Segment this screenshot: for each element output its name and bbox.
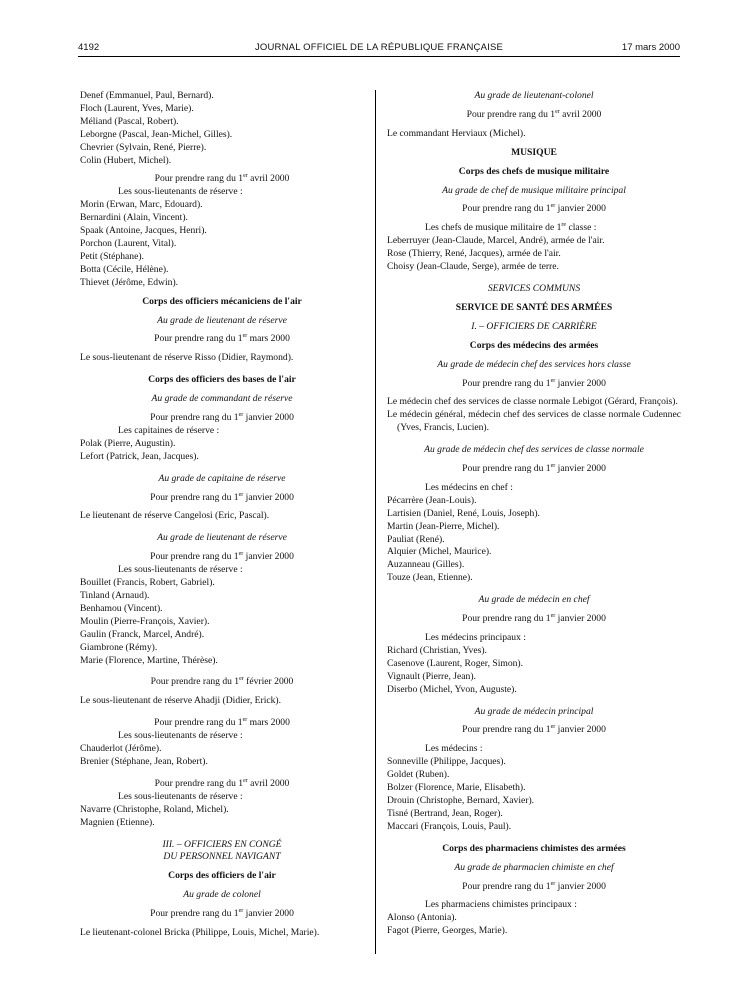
list-item: Leberruyer (Jean-Claude, Marcel, André), armée de l'air. [387,235,605,247]
list-intro: Les sous-lieutenants de réserve : [118,564,243,576]
corps-heading: Corps des officiers des bases de l'air [148,374,296,386]
list-item: Casenove (Laurent, Roger, Simon). [387,657,524,669]
list-intro: Les sous-lieutenants de réserve : [118,790,243,802]
grade-heading: Au grade de commandant de réserve [151,393,293,405]
page-header [78,42,680,56]
list-item: Morin (Erwan, Marc, Edouard). [80,199,203,211]
list-item: Thievet (Jérôme, Edwin). [80,276,179,288]
service-heading: SERVICES COMMUNS [487,282,581,294]
name-list [80,743,364,769]
corps-heading: Corps des officiers mécaniciens de l'air [142,295,302,307]
name-list [387,756,681,833]
rank-date: Pour prendre rang du 1er janvier 2000 [462,880,606,892]
rank-date: Pour prendre rang du 1er février 2000 [150,676,294,688]
list-item: Lefort (Patrick, Jean, Jacques). [80,450,199,462]
list-intro: Les sous-lieutenants de réserve : [118,730,243,742]
list-item: Auzanneau (Gilles). [387,559,465,571]
list-item: Gaulin (Franck, Marcel, André). [80,628,205,640]
issue-date: 17 mars 2000 [621,42,680,53]
list-item: Brenier (Stéphane, Jean, Robert). [80,755,208,767]
grade-heading: Au grade de médecin chef des services de classe normale [424,444,644,456]
header-rule [78,56,680,57]
appointment: Le sous-lieutenant de réserve Risso (Didier, Raymond). [80,352,294,364]
list-item: Alonso (Antonia). [387,912,457,924]
list-item: Leborgne (Pascal, Jean-Michel, Gilles). [80,128,233,140]
appointment: Le lieutenant de réserve Cangelosi (Eric, Pascal). [80,510,270,522]
rank-date: Pour prendre rang du 1er janvier 2000 [462,724,606,736]
list-item: Denef (Emmanuel, Paul, Bernard). [80,90,214,101]
rank-date: Pour prendre rang du 1er mars 2000 [154,333,290,345]
appointment: Le médecin chef des services de classe normale Lebigot (Gérard, François). [387,396,678,408]
list-item: Martin (Jean-Pierre, Michel). [387,520,500,532]
name-list [387,495,681,585]
list-item: Porchon (Laurent, Vital). [80,237,177,249]
appointment: Le sous-lieutenant de réserve Ahadji (Didier, Erick). [80,695,282,707]
name-list [80,90,364,167]
rank-date: Pour prendre rang du 1er janvier 2000 [462,613,606,625]
corps-heading: Corps des officiers de l'air [168,870,276,882]
rank-date: Pour prendre rang du 1er janvier 2000 [462,463,606,475]
list-item: Floch (Laurent, Yves, Marie). [80,102,194,114]
grade-heading: Au grade de lieutenant de réserve [157,314,287,326]
list-intro: Les sous-lieutenants de réserve : [118,186,243,198]
appointment: Le médecin général, médecin chef des services de classe normale Cudennec (Yves, Francis, Lucien). [387,409,681,434]
list-item: Méliand (Pascal, Robert). [80,115,179,127]
column-divider [375,90,376,954]
list-item: Magnien (Etienne). [80,816,155,828]
rank-date: Pour prendre rang du 1er janvier 2000 [150,908,294,920]
list-item: Benhamou (Vincent). [80,602,163,614]
list-item: Bouillet (Francis, Robert, Gabriel). [80,577,215,589]
list-intro: Les pharmaciens chimistes principaux : [425,899,577,911]
section-heading: I. – OFFICIERS DE CARRIÈRE [471,320,597,332]
grade-heading: Au grade de lieutenant de réserve [157,532,287,544]
list-item: Pauliat (René). [387,533,445,545]
name-list [80,438,364,464]
list-item: Lartisien (Daniel, René, Louis, Joseph). [387,507,540,519]
right-column [387,90,681,938]
name-list [80,804,364,830]
list-item: Bernardini (Alain, Vincent). [80,212,188,224]
page-number: 4192 [78,42,100,53]
name-list [387,235,681,274]
list-intro: Les chefs de musique militaire de 1re classe : [425,222,597,234]
name-list [80,577,364,667]
list-intro: Les médecins principaux : [425,632,526,643]
list-item: Maccari (François, Louis, Paul). [387,820,512,832]
rank-date: Pour prendre rang du 1er avril 2000 [154,173,290,185]
corps-heading: Corps des pharmaciens chimistes des armées [442,842,626,854]
rank-date: Pour prendre rang du 1er janvier 2000 [150,491,294,503]
name-list [80,199,364,289]
rank-date: Pour prendre rang du 1er mars 2000 [154,717,290,729]
rank-date: Pour prendre rang du 1er janvier 2000 [150,551,294,563]
grade-heading: Au grade de médecin principal [474,705,594,717]
corps-heading: Corps des chefs de musique militaire [458,165,610,177]
journal-title: JOURNAL OFFICIEL DE LA RÉPUBLIQUE FRANÇAISE [254,42,504,53]
list-item: Sonneville (Philippe, Jacques). [387,756,506,768]
section-heading: DU PERSONNEL NAVIGANT [163,851,281,863]
rank-date: Pour prendre rang du 1er avril 2000 [466,108,602,120]
grade-heading: Au grade de capitaine de réserve [158,472,286,484]
grade-heading: Au grade de chef de musique militaire principal [442,184,626,196]
grade-heading: Au grade de lieutenant-colonel [474,90,594,101]
grade-heading: Au grade de médecin en chef [478,594,590,606]
service-heading: SERVICE DE SANTÉ DES ARMÉES [455,301,613,313]
list-item: Petit (Stéphane). [80,250,144,262]
rank-date: Pour prendre rang du 1er janvier 2000 [150,412,294,424]
appointment: Le lieutenant-colonel Bricka (Philippe, Louis, Michel, Marie). [80,927,320,939]
corps-heading: Corps des médecins des armées [469,339,599,351]
list-item: Richard (Christian, Yves). [387,644,487,656]
rank-date: Pour prendre rang du 1er janvier 2000 [462,377,606,389]
list-intro: Les capitaines de réserve : [118,424,220,436]
list-intro: Les médecins en chef : [425,481,513,493]
appointment: Le commandant Herviaux (Michel). [387,127,526,139]
list-item: Vignault (Pierre, Jean). [387,670,476,682]
list-item: Moulin (Pierre-François, Xavier). [80,615,210,627]
list-item: Marie (Florence, Martine, Thérèse). [80,654,218,666]
list-item: Navarre (Christophe, Roland, Michel). [80,803,229,815]
list-item: Chauderlot (Jérôme). [80,743,162,755]
left-column [80,90,364,940]
list-item: Diserbo (Michel, Yvon, Auguste). [387,683,517,695]
list-item: Choisy (Jean-Claude, Serge), armée de terre. [387,261,559,273]
list-item: Goldet (Ruben). [387,769,450,781]
list-item: Fagot (Pierre, Georges, Marie). [387,925,508,937]
list-item: Giambrone (Rémy). [80,641,158,653]
list-item: Polak (Pierre, Augustin). [80,437,176,449]
list-item: Colin (Hubert, Michel). [80,154,172,166]
name-list [387,912,681,938]
grade-heading: Au grade de pharmacien chimiste en chef [454,861,614,873]
list-item: Touze (Jean, Etienne). [387,572,473,584]
list-intro: Les médecins : [425,743,483,755]
list-item: Tinland (Arnaud). [80,590,150,601]
list-item: Drouin (Christophe, Bernard, Xavier). [387,794,535,806]
list-item: Botta (Cécile, Hélène). [80,263,169,275]
grade-heading: Au grade de colonel [183,889,261,901]
list-item: Spaak (Antoine, Jacques, Henri). [80,225,207,237]
rank-date: Pour prendre rang du 1er avril 2000 [154,777,290,789]
service-heading: MUSIQUE [511,146,557,158]
grade-heading: Au grade de médecin chef des services hors classe [437,358,631,370]
list-item: Tisné (Bertrand, Jean, Roger). [387,807,503,819]
list-item: Bolzer (Florence, Marie, Elisabeth). [387,782,526,794]
section-heading: III. – OFFICIERS EN CONGÉ [162,838,282,850]
list-item: Rose (Thierry, René, Jacques), armée de l'air. [387,248,561,260]
list-item: Chevrier (Sylvain, René, Pierre). [80,141,207,153]
list-item: Alquier (Michel, Maurice). [387,546,492,558]
rank-date: Pour prendre rang du 1er janvier 2000 [462,203,606,215]
list-item: Pécarrère (Jean-Louis). [387,494,477,506]
name-list [387,645,681,697]
